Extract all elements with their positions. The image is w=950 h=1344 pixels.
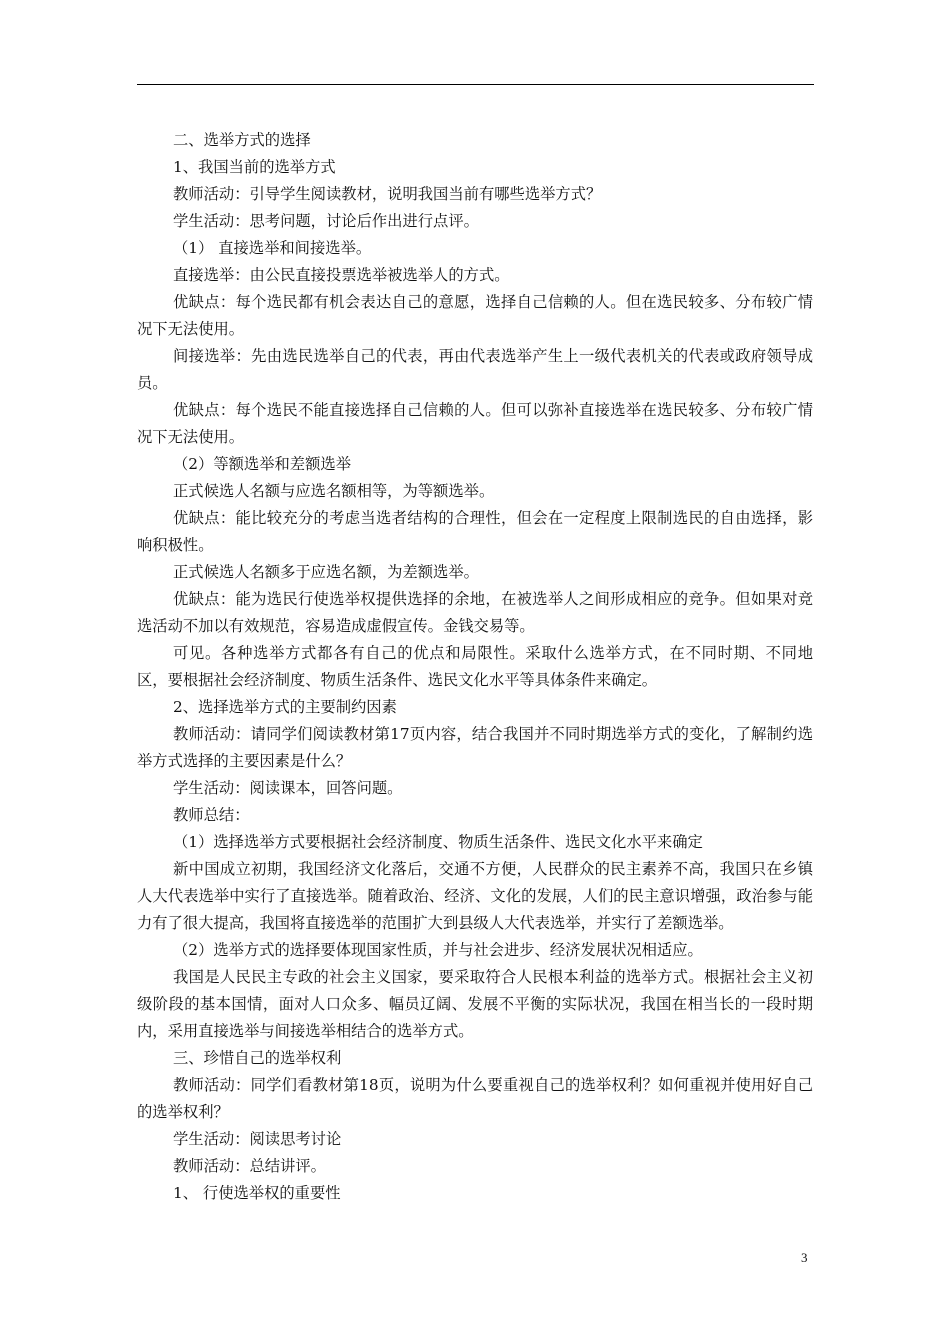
paragraph: 正式候选人名额与应选名额相等，为等额选举。 xyxy=(173,482,495,500)
list-item-heading: （2）等额选举和差额选举 xyxy=(173,455,351,473)
subsection-heading: 1、 行使选举权的重要性 xyxy=(173,1184,341,1202)
paragraph: 优缺点：能为选民行使选举权提供选择的余地，在被选举人之间形成相应的竞争。但如果对竞选活动不加以有效规范，容易造成虚假宣传。金钱交易等。 xyxy=(137,590,813,635)
paragraph: 教师活动：总结讲评。 xyxy=(173,1157,326,1175)
subsection-heading: 2、选择选举方式的主要制约因素 xyxy=(173,698,397,716)
list-item-heading: （1）选择选举方式要根据社会经济制度、物质生活条件、选民文化水平来确定 xyxy=(173,833,703,851)
paragraph: 优缺点：每个选民都有机会表达自己的意愿，选择自己信赖的人。但在选民较多、分布较广情况下无法使用。 xyxy=(137,293,813,338)
paragraph: 学生活动：阅读思考讨论 xyxy=(173,1130,342,1148)
paragraph: 正式候选人名额多于应选名额，为差额选举。 xyxy=(173,563,479,581)
paragraph: 学生活动：思考问题，讨论后作出进行点评。 xyxy=(173,212,479,230)
page-number: 3 xyxy=(801,1250,808,1265)
section-heading: 二、选举方式的选择 xyxy=(173,131,311,149)
paragraph: 优缺点：每个选民不能直接选择自己信赖的人。但可以弥补直接选举在选民较多、分布较广情况下无法使用。 xyxy=(137,401,813,446)
paragraph: 学生活动：阅读课本，回答问题。 xyxy=(173,779,403,797)
paragraph: 教师活动：引导学生阅读教材，说明我国当前有哪些选举方式？ xyxy=(173,185,602,203)
list-item-heading: （2）选举方式的选择要体现国家性质，并与社会进步、经济发展状况相适应。 xyxy=(173,941,703,959)
paragraph: 教师活动：请同学们阅读教材第17页内容，结合我国并不同时期选举方式的变化，了解制约选举方式选择的主要因素是什么？ xyxy=(137,725,813,770)
paragraph: 新中国成立初期，我国经济文化落后，交通不方便，人民群众的民主素养不高，我国只在乡镇人大代表选举中实行了直接选举。随着政治、经济、文化的发展，人们的民主意识增强，政治参与能力有了很大提高，我国将直接选举的范围扩大到县级人大代表选举，并实行了差额选举。 xyxy=(137,860,813,932)
paragraph: 直接选举：由公民直接投票选举被选举人的方式。 xyxy=(173,266,510,284)
paragraph: 间接选举：先由选民选举自己的代表，再由代表选举产生上一级代表机关的代表或政府领导成员。 xyxy=(137,347,813,392)
header-rule xyxy=(137,84,814,85)
document-body xyxy=(137,127,813,1207)
paragraph: 教师活动：同学们看教材第18页，说明为什么要重视自己的选举权利？如何重视并使用好自己的选举权利？ xyxy=(137,1076,813,1121)
paragraph: 可见。各种选举方式都各有自己的优点和局限性。采取什么选举方式，在不同时期、不同地区，要根据社会经济制度、物质生活条件、选民文化水平等具体条件来确定。 xyxy=(137,644,813,689)
list-item-heading: （1） 直接选举和间接选举。 xyxy=(173,239,372,257)
paragraph: 优缺点：能比较充分的考虑当选者结构的合理性，但会在一定程度上限制选民的自由选择，影响积极性。 xyxy=(137,509,813,554)
section-heading: 三、珍惜自己的选举权利 xyxy=(173,1049,342,1067)
subsection-heading: 1、我国当前的选举方式 xyxy=(173,158,336,176)
paragraph: 我国是人民民主专政的社会主义国家，要采取符合人民根本利益的选举方式。根据社会主义初级阶段的基本国情，面对人口众多、幅员辽阔、发展不平衡的实际状况，我国在相当长的一段时期内，采用直接选举与间接选举相结合的选举方式。 xyxy=(137,968,813,1040)
paragraph: 教师总结： xyxy=(173,806,250,824)
